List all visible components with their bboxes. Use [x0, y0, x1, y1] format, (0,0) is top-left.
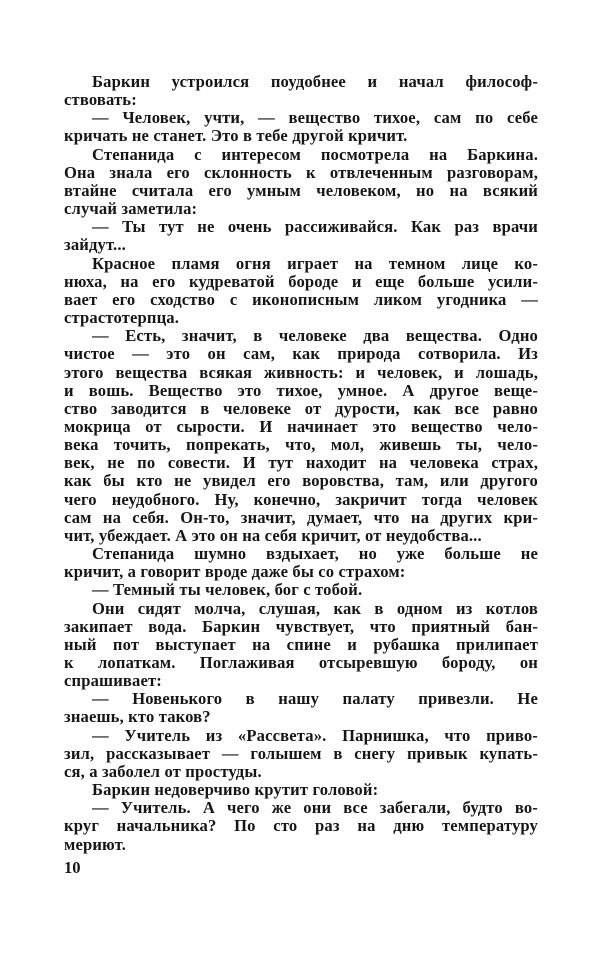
text-line: как бы кто не увидел его воровства, там, или другого: [64, 471, 538, 491]
text-line: чит, убеждает. А это он на себя кричит, от неудобства...: [64, 525, 482, 545]
text-line: ся, а заболел от простуды.: [64, 761, 262, 781]
text-line: Баркин устроился поудобнее и начал философ-: [92, 72, 538, 91]
text-line: — Темный ты человек, бог с тобой.: [92, 580, 363, 600]
text-line: чистое — это он сам, как природа сотворила. Из: [64, 344, 538, 364]
text-line: случай заметила:: [64, 199, 198, 219]
text-line: Степанида шумно вздыхает, но уже больше не: [92, 544, 538, 564]
page-body: [64, 73, 538, 854]
text-line: Баркин недоверчиво крутит головой:: [92, 780, 379, 800]
text-line: страстотерпца.: [64, 308, 180, 328]
text-line: ство заводится в человеке от дурости, как все равно: [64, 398, 538, 418]
text-line: — Новенького в нашу палату привезли. Не: [92, 689, 538, 709]
text-line: ный пот выступает на спине и рубашка прилипает: [64, 634, 538, 654]
text-line: чего неудобного. Ну, конечно, закричит тогда человек: [64, 489, 538, 509]
text-line: мериют.: [64, 834, 127, 854]
text-line: ствовать:: [64, 90, 137, 110]
text-line: Они сидят молча, слушая, как в одном из котлов: [92, 598, 538, 618]
page-number: 10: [64, 858, 81, 877]
text-line: спрашивает:: [64, 671, 162, 691]
text-line: век, не по совести. И тут находит на человека страх,: [64, 453, 538, 473]
text-line: зил, рассказывает — голышем в снегу привык купать-: [64, 743, 538, 763]
text-line: — Есть, значит, в человеке два вещества. Одно: [92, 326, 538, 346]
text-line: кричать не станет. Это в тебе другой кричит.: [64, 126, 408, 146]
text-line: — Человек, учти, — вещество тихое, сам по себе: [92, 108, 538, 128]
text-line: втайне считала его умным человеком, но на всякий: [64, 180, 538, 200]
text-line: знаешь, кто таков?: [64, 707, 211, 727]
text-line: Красное пламя огня играет на темном лице ко-: [92, 253, 538, 273]
text-line: — Учитель. А чего же они все забегали, будто во-: [92, 798, 538, 818]
text-line: — Учитель из «Рассвета». Парнишка, что приво-: [92, 725, 538, 745]
text-line: вает его сходство с иконописным ликом угодника —: [64, 289, 538, 309]
text-line: сам на себя. Он-то, значит, думает, что на других кри-: [64, 507, 538, 527]
text-line: закипает вода. Баркин чувствует, что приятный бан-: [64, 616, 538, 636]
text-line: круг начальника? По сто раз на дню температуру: [64, 816, 538, 836]
text-line: Степанида с интересом посмотрела на Баркина.: [92, 144, 538, 164]
text-line: — Ты тут не очень рассиживайся. Как раз врачи: [92, 217, 538, 237]
text-line: Она знала его склонность к отвлеченным разговорам,: [64, 162, 538, 182]
text-line: к лопаткам. Поглаживая отсыревшую бороду, он: [64, 653, 538, 672]
text-line: мокрица от сырости. И начинает это вещество чело-: [64, 416, 538, 436]
text-line: века точить, попрекать, что, мол, живешь ты, чело-: [64, 435, 538, 455]
text-line: и вошь. Вещество это тихое, умное. А другое веще-: [64, 380, 538, 400]
text-line: зайдут...: [64, 235, 126, 255]
text-line: нюха, на его кудреватой бороде и еще больше усили-: [64, 271, 538, 291]
text-line: кричит, а говорит вроде даже бы со страхом:: [64, 562, 406, 582]
text-line: этого вещества всякая живность: и человек, и лошадь,: [64, 362, 538, 382]
